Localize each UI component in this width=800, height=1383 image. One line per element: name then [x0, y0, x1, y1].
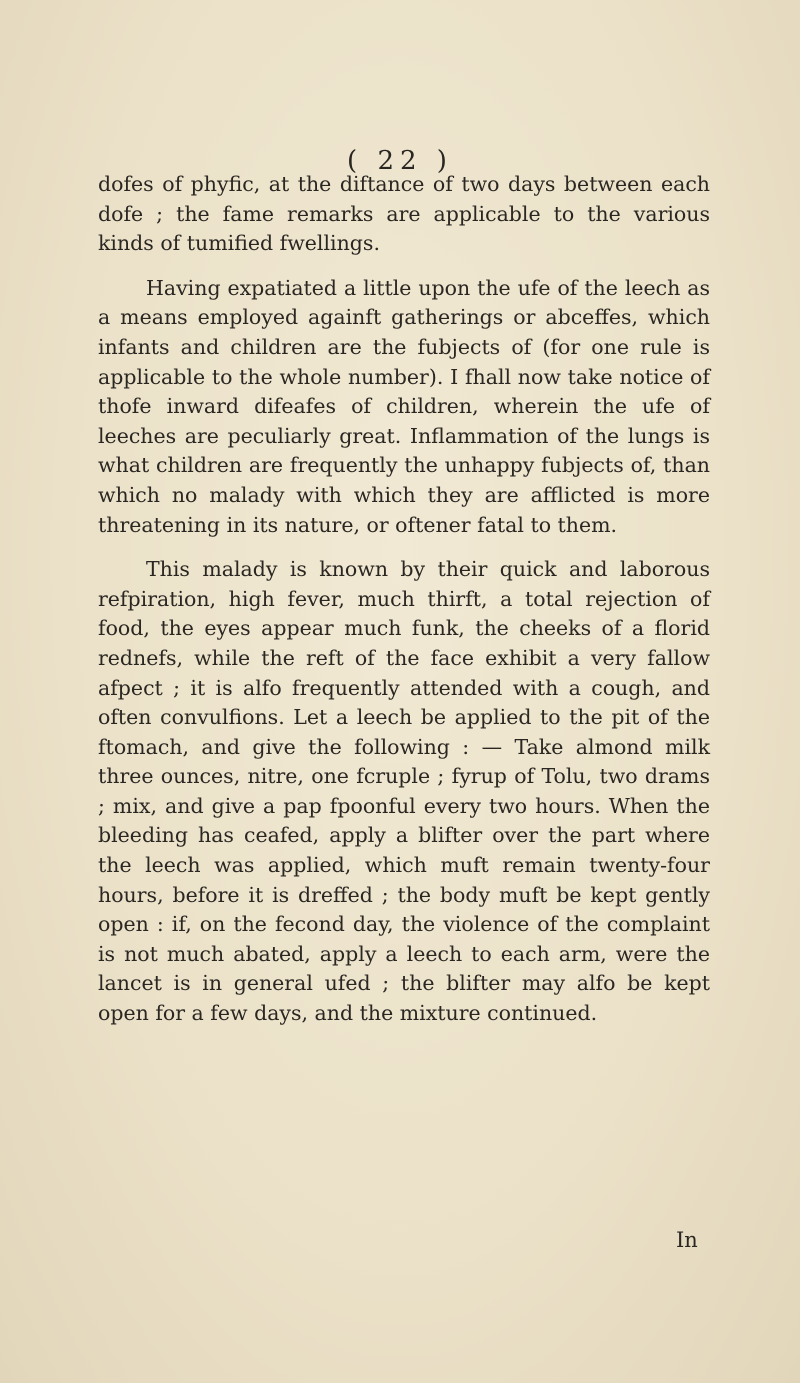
paragraph-2: Having expatiated a little upon the ufe of the leech as a means employed againft gatherings or abceffes, which infants and children are the fubjects of (for one rule is applicable to the whole number). I fhall now take notice of thofe inward difeafes of children, wherein the ufe of leeches are peculiarly great. Inflammation of the lungs is what children are frequently the unhappy fubjects of, than which no malady with which they are afflicted is more threatening in its nature, or oftener fatal to them.: [98, 275, 710, 537]
paragraph-1: dofes of phyfic, at the diftance of two days between each dofe ; the fame remarks are applicable to the various kinds of tumified fwellings.: [98, 172, 710, 256]
body-text: [98, 170, 710, 1029]
catchword: In: [676, 1228, 698, 1252]
paragraph-3: This malady is known by their quick and laborous refpiration, high fever, much thirft, a total rejection of food, the eyes appear much funk, the cheeks of a florid rednefs, while the reft of the face exhibit a very fallow afpect ; it is alfo frequently attended with a cough, and often convulfions. Let a leech be applied to the pit of the ftomach, and give the following : — Take almond milk three ounces, nitre, one fcruple ; fyrup of Tolu, two drams ; mix, and give a pap fpoonful every two hours. When the bleeding has ceafed, apply a blifter over the part where the leech was applied, which muft remain twenty-four hours, before it is dreffed ; the body muft be kept gently open : if, on the fecond day, the violence of the complaint is not much abated, apply a leech to each arm, were the lancet is in general ufed ; the blifter may alfo be kept open for a few days, and the mixture continued.: [98, 557, 710, 1026]
page-number-header: ( 22 ): [347, 146, 453, 176]
